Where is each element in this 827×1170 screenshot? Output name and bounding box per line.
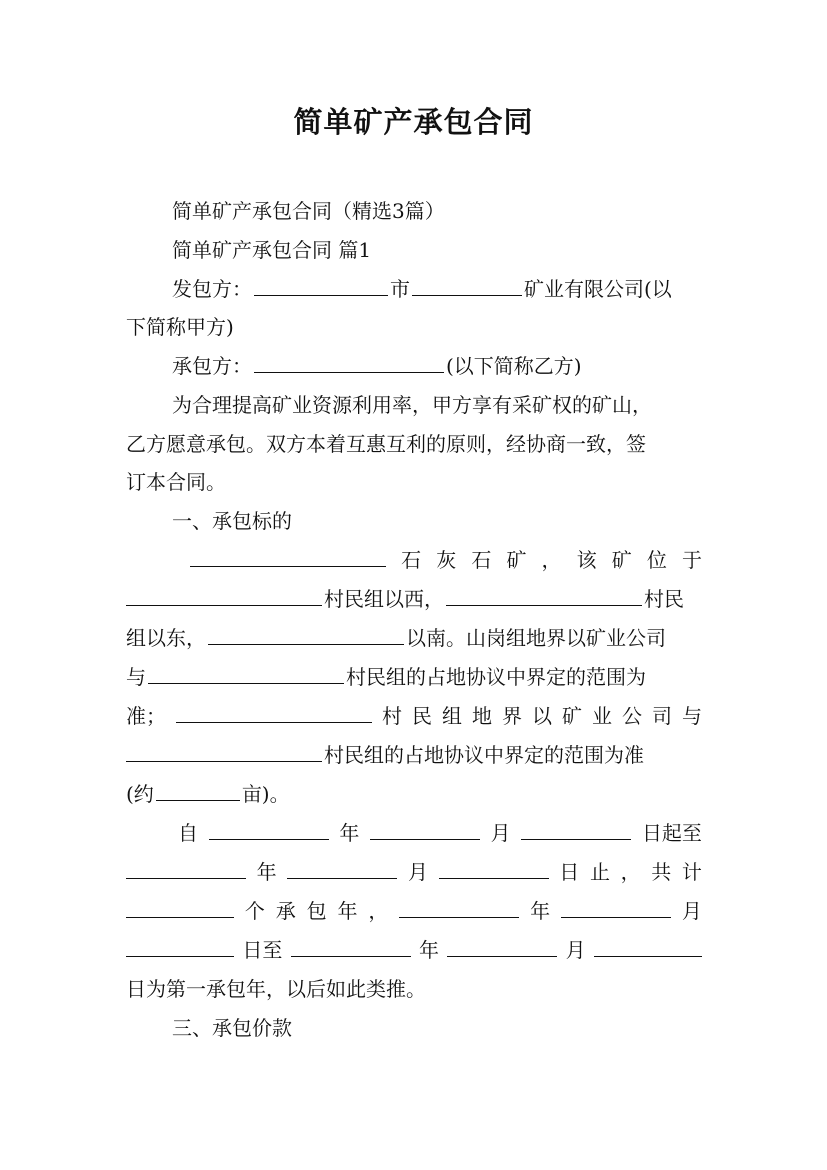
subject-text: 村民组的占地协议中界定的范围为 [346, 665, 646, 689]
blank-field [254, 275, 388, 296]
term-text: 年 [418, 938, 439, 962]
text-char: ， [368, 899, 389, 923]
blank-field [561, 897, 671, 918]
term-text: 月 [407, 860, 428, 884]
text-char: 该 [576, 548, 597, 572]
text-char: 组 [442, 704, 462, 728]
blank-field [126, 936, 234, 957]
subject-text: 准； [126, 704, 166, 728]
blank-field [176, 702, 372, 723]
term-line-4 [126, 936, 702, 964]
text-char: 司 [652, 704, 672, 728]
subject-text: 亩)。 [241, 782, 290, 806]
term-line-5: 日为第一承包年，以后如此类推。 [126, 977, 426, 1001]
blank-field [254, 352, 444, 373]
text-char: 日 [559, 860, 580, 884]
term-text: 日至 [242, 938, 283, 962]
blank-field [521, 819, 631, 840]
term-text: 月 [565, 938, 586, 962]
fabao-cont: 下简称甲方) [126, 315, 234, 339]
section-1-heading: 一、承包标的 [172, 509, 292, 533]
blank-field [412, 275, 522, 296]
intro-line-2: 乙方愿意承包。双方本着互惠互利的原则，经协商一致，签 [126, 432, 646, 456]
subject-line-7 [126, 780, 702, 808]
subject-line-6 [126, 741, 702, 769]
text-char: ， [541, 548, 562, 572]
text-char: 地 [472, 704, 492, 728]
subject-line-3 [126, 624, 702, 652]
fabao-shi: 市 [390, 277, 410, 301]
blank-field [447, 936, 557, 957]
blank-field [446, 585, 642, 606]
text-char: 村 [382, 704, 402, 728]
blank-field [439, 858, 549, 879]
text-char: 民 [412, 704, 432, 728]
subject-text: 与 [126, 665, 146, 689]
text-char: 与 [682, 704, 702, 728]
blank-field [126, 585, 322, 606]
text-char: 止 [589, 860, 610, 884]
subject-line-5 [126, 702, 702, 730]
text-char: 石 [401, 548, 422, 572]
text-char: 共 [651, 860, 672, 884]
text-char: 界 [502, 704, 522, 728]
blank-field [126, 897, 234, 918]
term-text: 日起至 [641, 821, 702, 845]
text-char: 石 [471, 548, 492, 572]
text-char: 计 [681, 860, 702, 884]
term-line-2 [126, 858, 702, 886]
fabao-line [172, 275, 702, 303]
term-text: 月 [681, 899, 702, 923]
text-char: 矿 [562, 704, 582, 728]
term-line-1 [178, 819, 702, 847]
subject-text: 村民组的占地协议中界定的范围为准 [324, 743, 644, 767]
text-char: 业 [592, 704, 612, 728]
blank-field [126, 858, 246, 879]
blank-field [148, 663, 344, 684]
subject-line-2 [126, 585, 702, 613]
subject-text: 组以东， [126, 626, 206, 650]
term-text: 年 [339, 821, 360, 845]
blank-field [209, 819, 329, 840]
subject-text: (约 [126, 782, 154, 806]
chengbao-suffix: (以下简称乙方) [446, 354, 582, 378]
blank-field [126, 741, 322, 762]
blank-field [208, 624, 404, 645]
section-3-heading: 三、承包价款 [172, 1016, 292, 1040]
term-line-3 [126, 897, 702, 925]
blank-field [190, 546, 386, 567]
blank-field [291, 936, 411, 957]
subject-line-4 [126, 663, 702, 691]
text-char: 灰 [436, 548, 457, 572]
blank-field [370, 819, 480, 840]
text-char: 承 [275, 899, 296, 923]
blank-field [156, 780, 240, 801]
text-char: 年 [337, 899, 358, 923]
blank-field [399, 897, 519, 918]
text-char: 于 [681, 548, 702, 572]
blank-field [287, 858, 397, 879]
text-char: 矿 [611, 548, 632, 572]
text-char: 公 [622, 704, 642, 728]
intro-line-1: 为合理提高矿业资源利用率，甲方享有采矿权的矿山， [172, 393, 652, 417]
text-char: 位 [646, 548, 667, 572]
subject-text: 以南。山岗组地界以矿业公司 [406, 626, 666, 650]
document-title: 简单矿产承包合同 [293, 105, 534, 139]
text-char: ， [620, 860, 641, 884]
subject-text: 村民 [644, 587, 684, 611]
chengbao-label: 承包方： [172, 354, 252, 378]
term-text: 自 [178, 821, 198, 845]
fabao-company: 矿业有限公司(以 [524, 277, 672, 301]
chengbao-line [172, 352, 702, 380]
subject-text: 村民组以西， [324, 587, 444, 611]
term-text: 年 [530, 899, 551, 923]
text-char: 以 [532, 704, 552, 728]
subject-line-1 [190, 546, 702, 574]
text-char: 包 [306, 899, 327, 923]
text-char: 矿 [506, 548, 527, 572]
text-char: 个 [244, 899, 265, 923]
blank-field [594, 936, 702, 957]
term-text: 月 [490, 821, 511, 845]
section-heading: 简单矿产承包合同 篇1 [172, 238, 372, 262]
intro-line-3: 订本合同。 [126, 470, 226, 494]
fabao-label: 发包方： [172, 277, 252, 301]
subtitle-heading: 简单矿产承包合同（精选3篇） [172, 199, 445, 223]
term-text: 年 [256, 860, 277, 884]
